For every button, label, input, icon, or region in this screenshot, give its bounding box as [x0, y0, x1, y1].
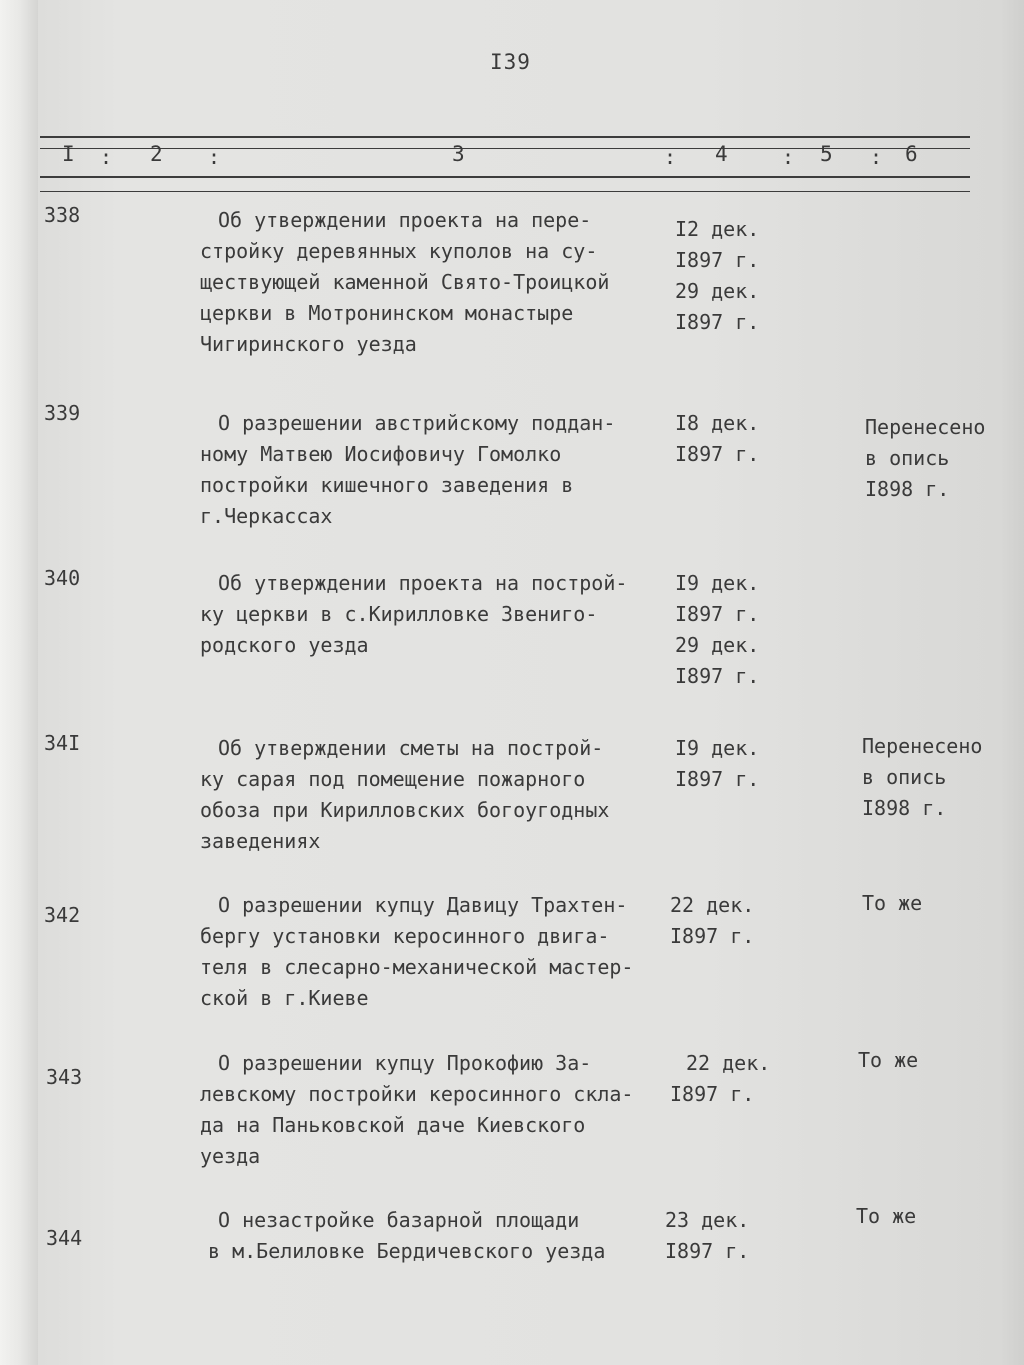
description-line: стройку деревянных куполов на су-: [200, 239, 598, 263]
row-note: [858, 1045, 918, 1076]
row-number: 342: [44, 903, 81, 927]
column-separator: :: [208, 145, 221, 169]
row-note: [856, 1201, 916, 1232]
date-line: I897 г.: [675, 767, 760, 791]
column-separator: :: [782, 145, 795, 169]
row-description: [200, 890, 633, 1014]
header-rule-bottom: [40, 176, 970, 178]
note-line: То же: [858, 1048, 919, 1072]
date-line: I897 г.: [670, 1082, 755, 1106]
description-line: Чигиринского уезда: [200, 332, 417, 356]
note-line: То же: [862, 891, 923, 915]
note-line: в опись: [865, 446, 950, 470]
note-line: То же: [856, 1204, 917, 1228]
row-note: [865, 412, 985, 505]
note-line: I898 г.: [865, 477, 950, 501]
row-note: [862, 731, 982, 824]
date-line: I2 дек.: [675, 217, 760, 241]
description-line: обоза при Кирилловских богоугодных: [200, 798, 610, 822]
description-line: теля в слесарно-механической мастер-: [200, 955, 634, 979]
description-line: Об утверждении сметы на построй-: [218, 736, 604, 760]
note-line: I898 г.: [862, 796, 947, 820]
date-line: I897 г.: [675, 664, 760, 688]
row-description: [200, 1048, 633, 1172]
description-line: заведениях: [200, 829, 321, 853]
description-line: уезда: [200, 1144, 261, 1168]
row-dates: [670, 890, 754, 952]
column-header-3: 3: [452, 142, 465, 166]
description-line: в м.Белиловке Бердичевского уезда: [208, 1239, 606, 1263]
date-line: I897 г.: [675, 248, 760, 272]
description-line: родского уезда: [200, 633, 369, 657]
description-line: постройки кишечного заведения в: [200, 473, 574, 497]
date-line: I897 г.: [665, 1239, 750, 1263]
column-header-2: 2: [150, 142, 163, 166]
column-header-6: 6: [905, 142, 918, 166]
row-number: 339: [44, 401, 81, 425]
column-separator: :: [100, 145, 113, 169]
date-line: 23 дек.: [665, 1208, 750, 1232]
date-line: 29 дек.: [675, 279, 760, 303]
header-rule-bottom-inner: [40, 191, 970, 192]
column-header-4: 4: [715, 142, 728, 166]
date-line: I9 дек.: [675, 736, 760, 760]
row-dates: [665, 1205, 749, 1267]
date-line: 22 дек.: [670, 893, 755, 917]
row-description: [200, 568, 628, 661]
date-line: 29 дек.: [675, 633, 760, 657]
date-line: I9 дек.: [675, 571, 760, 595]
description-line: левскому постройки керосинного скла-: [200, 1082, 634, 1106]
column-separator: :: [664, 145, 677, 169]
note-line: Перенесено: [862, 734, 983, 758]
description-line: церкви в Мотронинском монастыре: [200, 301, 574, 325]
row-number: 338: [44, 203, 81, 227]
description-line: О разрешении купцу Прокофию За-: [218, 1051, 592, 1075]
date-line: I8 дек.: [675, 411, 760, 435]
description-line: О разрешении купцу Давицу Трахтен-: [218, 893, 628, 917]
row-number: 343: [46, 1065, 83, 1089]
column-header-5: 5: [820, 142, 833, 166]
row-dates: [675, 733, 759, 795]
description-line: ской в г.Киеве: [200, 986, 369, 1010]
date-line: 22 дек.: [686, 1051, 771, 1075]
row-dates: [675, 568, 759, 692]
description-line: ществующей каменной Свято-Троицкой: [200, 270, 610, 294]
description-line: Об утверждении проекта на пере-: [218, 208, 592, 232]
description-line: Об утверждении проекта на построй-: [218, 571, 628, 595]
note-line: в опись: [862, 765, 947, 789]
row-description: [200, 733, 609, 857]
page-number: I39: [490, 50, 531, 74]
description-line: бергу установки керосинного двига-: [200, 924, 610, 948]
row-number: 34I: [44, 731, 81, 755]
description-line: О разрешении австрийскому поддан-: [218, 411, 616, 435]
row-description: [200, 408, 616, 532]
date-line: I897 г.: [675, 442, 760, 466]
header-rule-top: [40, 136, 970, 138]
row-dates: [675, 408, 759, 470]
description-line: ку сарая под помещение пожарного: [200, 767, 586, 791]
column-header-1: I: [62, 142, 75, 166]
description-line: да на Паньковской даче Киевского: [200, 1113, 586, 1137]
date-line: I897 г.: [675, 602, 760, 626]
page-binding-edge: [0, 0, 38, 1365]
description-line: ку церкви в с.Кирилловке Звениго-: [200, 602, 598, 626]
row-dates: [675, 214, 759, 338]
row-description: [200, 1205, 606, 1267]
row-note: [862, 888, 922, 919]
note-line: Перенесено: [865, 415, 986, 439]
description-line: О незастройке базарной площади: [218, 1208, 580, 1232]
description-line: г.Черкассах: [200, 504, 333, 528]
description-line: ному Матвею Иосифовичу Гомолко: [200, 442, 562, 466]
row-description: [200, 205, 609, 360]
date-line: I897 г.: [670, 924, 755, 948]
row-number: 340: [44, 566, 81, 590]
column-separator: :: [870, 145, 883, 169]
date-line: I897 г.: [675, 310, 760, 334]
row-number: 344: [46, 1226, 83, 1250]
row-dates: [670, 1048, 771, 1110]
